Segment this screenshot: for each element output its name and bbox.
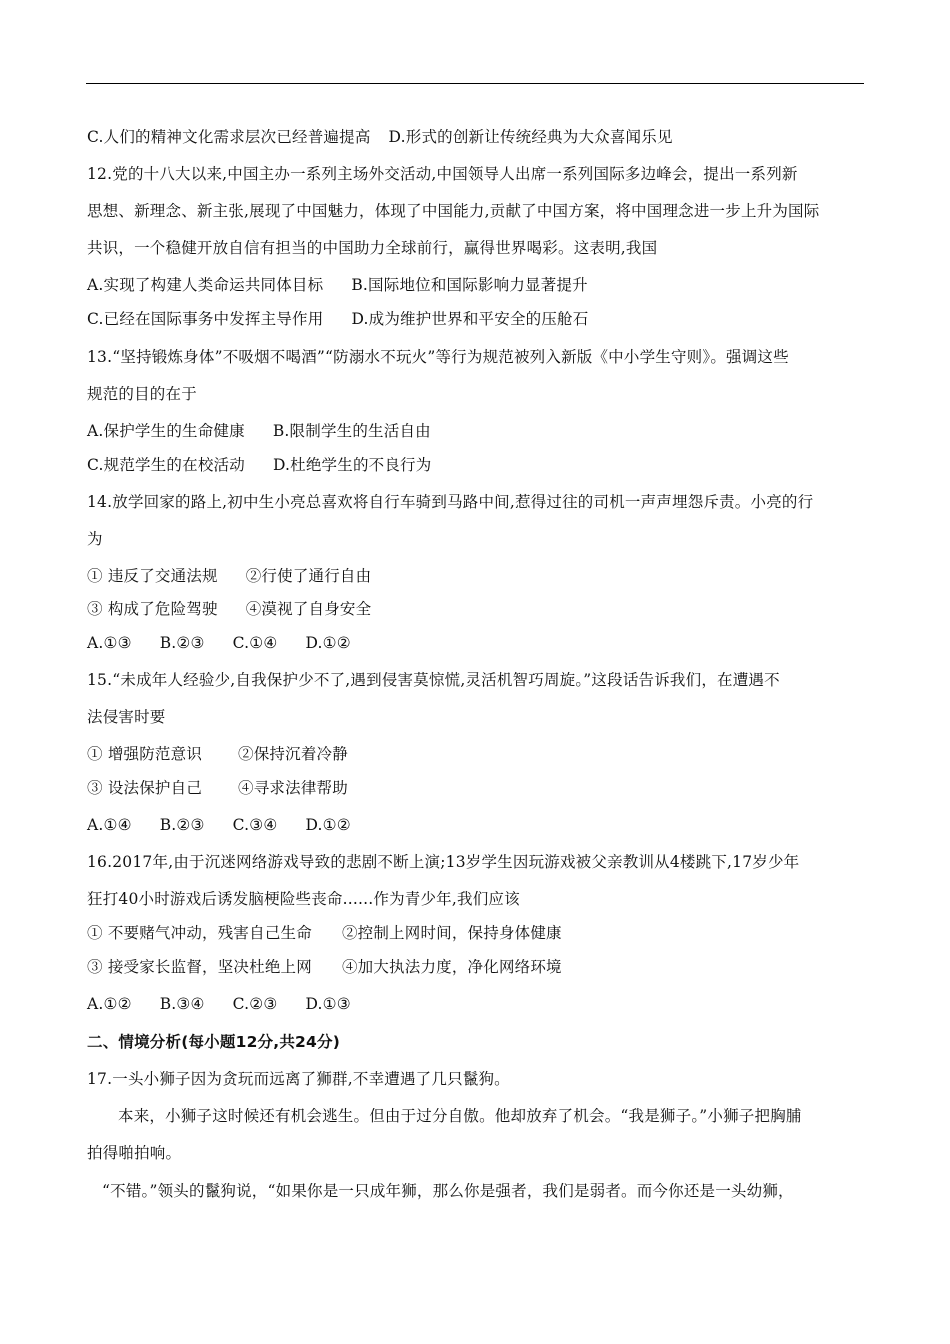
q12-option-a: A.实现了构建人类命运共同体目标 (87, 276, 324, 294)
q13-option-a: A.保护学生的生命健康 (87, 422, 245, 440)
q16-choice-a: A.①② (87, 995, 132, 1013)
q16-stem-line-1: 16.2017年,由于沉迷网络游戏导致的悲剧不断上演;13岁学生因玩游戏被父亲教训从4楼跳下,17岁少年 (87, 853, 800, 871)
q12-option-b: B.国际地位和国际影响力显著提升 (351, 276, 588, 294)
q14-item-3: ③ 构成了危险驾驶 (87, 600, 218, 618)
q12-stem-line-2: 思想、新理念、新主张,展现了中国魅力，体现了中国能力,贡献了中国方案，将中国理念进一步上升为国际 (87, 202, 820, 220)
q15-items-34 (87, 778, 348, 798)
q12-options-ab (87, 275, 588, 295)
q12-options-cd (87, 309, 588, 329)
q15-item-4: ④寻求法律帮助 (238, 779, 348, 797)
q12-option-c: C.已经在国际事务中发挥主导作用 (87, 310, 324, 328)
q11-option-c: C.人们的精神文化需求层次已经普遍提高 (87, 128, 371, 146)
q17-para1-line-2: 拍得啪拍响。 (87, 1144, 182, 1162)
q15-item-1: ① 增强防范意识 (87, 745, 203, 763)
q16-choices (87, 994, 351, 1014)
q13-options-cd (87, 455, 431, 475)
q14-choice-a: A.①③ (87, 634, 132, 652)
section-2-heading: 二、情境分析(每小题12分,共24分) (87, 1033, 340, 1051)
q17-para1-line-1: 本来，小狮子这时候还有机会逃生。但由于过分自傲。他却放弃了机会。“我是狮子。”小狮子把胸脯 (118, 1107, 802, 1125)
q15-item-2: ②保持沉着冷静 (238, 745, 348, 763)
q13-option-d: D.杜绝学生的不良行为 (272, 456, 432, 474)
q15-stem-line-2: 法侵害时要 (87, 708, 166, 726)
q14-items-12 (87, 566, 371, 586)
q16-choice-b: B.③④ (159, 995, 205, 1013)
q14-stem-line-2: 为 (87, 530, 103, 548)
q14-item-4: ④漠视了自身安全 (245, 600, 372, 618)
q13-option-c: C.规范学生的在校活动 (87, 456, 245, 474)
q13-stem-line-1: 13.“坚持锻炼身体”不吸烟不喝酒”“防溺水不玩火”等行为规范被列入新版《中小学生守则》。强调这些 (87, 348, 789, 366)
q14-item-1: ① 违反了交通法规 (87, 567, 218, 585)
q13-option-b: B.限制学生的生活自由 (272, 422, 431, 440)
q16-choice-d: D.①③ (305, 995, 351, 1013)
q15-choice-c: C.③④ (232, 816, 278, 834)
q17-stem: 17.一头小狮子因为贪玩而远离了狮群,不幸遭遇了几只鬣狗。 (87, 1070, 510, 1088)
q16-item-3: ③ 接受家长监督，坚决杜绝上网 (87, 958, 312, 976)
q15-choice-a: A.①④ (87, 816, 132, 834)
q15-items-12 (87, 744, 348, 764)
q15-choices (87, 815, 351, 835)
q16-items-34 (87, 957, 562, 977)
q17-para2-line-1: “不错。”领头的鬣狗说，“如果你是一只成年狮，那么你是强者，我们是弱者。而今你还是一头幼狮， (102, 1182, 794, 1200)
q14-item-2: ②行使了通行自由 (245, 567, 372, 585)
q14-choice-b: B.②③ (159, 634, 205, 652)
q14-stem-line-1: 14.放学回家的路上,初中生小亮总喜欢将自行车骑到马路中间,惹得过往的司机一声声埋怨斥责。小亮的行 (87, 493, 814, 511)
q16-item-2: ②控制上网时间，保持身体健康 (341, 924, 562, 942)
q15-stem-line-1: 15.“未成年人经验少,自我保护少不了,遇到侵害莫惊慌,灵活机智巧周旋。”这段话告诉我们，在遭遇不 (87, 671, 780, 689)
q14-choices (87, 633, 351, 653)
q15-choice-d: D.①② (305, 816, 351, 834)
q14-choice-c: C.①④ (232, 634, 278, 652)
q15-choice-b: B.②③ (159, 816, 205, 834)
q16-choice-c: C.②③ (232, 995, 278, 1013)
q14-choice-d: D.①② (305, 634, 351, 652)
q14-items-34 (87, 599, 371, 619)
q12-stem-line-1: 12.党的十八大以来,中国主办一系列主场外交活动,中国领导人出席一系列国际多边峰会，提出一系列新 (87, 165, 798, 183)
q16-stem-line-2: 狂打40小时游戏后诱发脑梗险些丧命......作为青少年,我们应该 (87, 890, 520, 908)
q16-item-4: ④加大执法力度，净化网络环境 (341, 958, 562, 976)
q16-item-1: ① 不要赌气冲动，残害自己生命 (87, 924, 312, 942)
q11-option-d: D.形式的创新让传统经典为大众喜闻乐见 (388, 128, 673, 146)
q16-items-12 (87, 923, 562, 943)
q12-stem-line-3: 共识，一个稳健开放自信有担当的中国助力全球前行，赢得世界喝彩。这表明,我国 (87, 239, 658, 257)
q13-stem-line-2: 规范的目的在于 (87, 385, 197, 403)
q15-item-3: ③ 设法保护自己 (87, 779, 203, 797)
q12-option-d: D.成为维护世界和平安全的压舱石 (351, 310, 589, 328)
header-rule (86, 83, 864, 84)
q13-options-ab (87, 421, 431, 441)
q11-options-cd (87, 127, 673, 147)
